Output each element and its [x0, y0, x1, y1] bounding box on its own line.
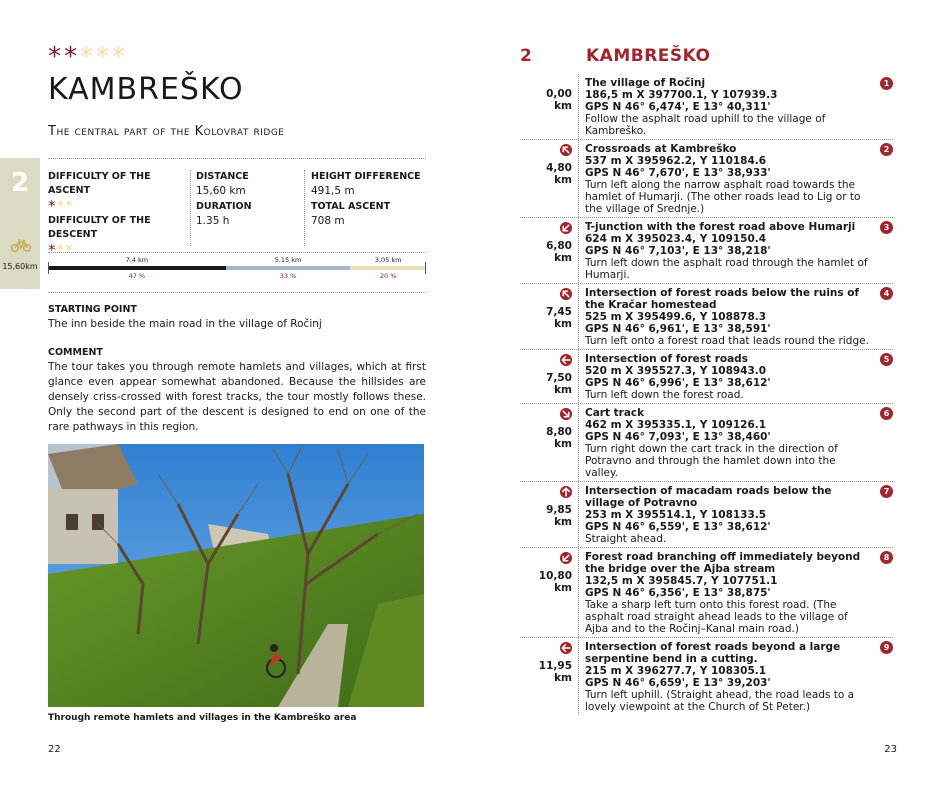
- step-km-value: 7,50: [546, 372, 572, 384]
- page-title: KAMBREŠKO: [48, 72, 244, 107]
- difficulty-ascent-label: DIFFICULTY OF THE ASCENT: [48, 171, 151, 196]
- route-photo: [48, 444, 424, 707]
- step-number-badge: 4: [880, 287, 893, 300]
- divider: [578, 284, 579, 349]
- right-page: [472, 0, 945, 794]
- surface-bar-end-tick: [48, 262, 49, 274]
- step-body: [585, 221, 871, 281]
- starting-point-text: The inn beside the main road in the village of Ročinj: [48, 318, 322, 330]
- divider: [578, 404, 579, 481]
- route-step: [520, 350, 893, 404]
- step-title: Intersection of forest roads beyond a large serpentine bend in a cutting.: [585, 641, 841, 665]
- step-km-value: 11,95: [538, 660, 572, 672]
- surface-segment-percent: 47 %: [128, 272, 146, 280]
- step-body: [585, 77, 871, 137]
- divider: [48, 292, 426, 293]
- step-number-badge: 8: [880, 551, 893, 564]
- route-step: [520, 74, 893, 140]
- page-number-right: 23: [884, 744, 897, 755]
- surface-segment-bar: [48, 266, 226, 270]
- step-distance: [520, 426, 572, 450]
- duration-label: DURATION: [196, 201, 252, 212]
- divider: [578, 482, 579, 547]
- step-description: Turn left uphill. (Straight ahead, the road leads to a lovely viewpoint at the Church of St Peter.): [585, 689, 855, 713]
- difficulty-column: [48, 170, 188, 258]
- divider: [578, 638, 579, 715]
- page-subtitle: The central part of the Kolovrat ridge: [48, 124, 285, 139]
- step-km-unit: km: [554, 438, 572, 450]
- step-km-value: 10,80: [538, 570, 572, 582]
- step-description: Straight ahead.: [585, 533, 667, 545]
- arrow-left-icon: [560, 354, 572, 366]
- step-km-value: 8,80: [546, 426, 572, 438]
- route-step: [520, 404, 893, 482]
- step-number-badge: 7: [880, 485, 893, 498]
- route-number: 2: [10, 168, 30, 198]
- page-number-left: 22: [48, 744, 61, 755]
- route-step: [520, 482, 893, 548]
- step-gps: GPS N 46° 6,996', E 13° 38,612': [585, 377, 771, 389]
- height-value: 491,5 m: [311, 185, 355, 197]
- arrow-down-left-icon: [560, 222, 572, 234]
- step-gps: GPS N 46° 6,474', E 13° 40,311': [585, 101, 771, 113]
- step-coordinates: 253 m X 395514.1, Y 108133.5: [585, 509, 767, 521]
- route-step: [520, 284, 893, 350]
- height-label: HEIGHT DIFFERENCE: [311, 171, 421, 182]
- step-gps: GPS N 46° 7,093', E 13° 38,460': [585, 431, 771, 443]
- step-gps: GPS N 46° 6,356', E 13° 38,875': [585, 587, 771, 599]
- height-column: [311, 170, 431, 230]
- step-gps: GPS N 46° 6,659', E 13° 39,203': [585, 677, 771, 689]
- divider: [304, 170, 305, 246]
- step-body: [585, 407, 871, 479]
- difficulty-descent-stars: ***: [48, 241, 74, 259]
- step-distance: [520, 372, 572, 396]
- route-step: [520, 140, 893, 218]
- route-number: 2: [520, 46, 532, 66]
- distance-column: [196, 170, 306, 230]
- step-title: Cart track: [585, 407, 645, 419]
- step-description: Follow the asphalt road uphill to the village of Kambreško.: [585, 113, 826, 137]
- distance-value: 15,60 km: [196, 185, 246, 197]
- divider: [190, 170, 191, 246]
- starting-point-label: STARTING POINT: [48, 304, 137, 315]
- arrow-up-left-icon: [560, 144, 572, 156]
- step-gps: GPS N 46° 7,103', E 13° 38,218': [585, 245, 771, 257]
- step-coordinates: 520 m X 395527.3, Y 108943.0: [585, 365, 767, 377]
- photo-caption: Through remote hamlets and villages in the Kambreško area: [48, 713, 357, 723]
- step-title: T-junction with the forest road above Humarji: [585, 221, 856, 233]
- step-body: [585, 551, 871, 635]
- step-number-badge: 5: [880, 353, 893, 366]
- difficulty-stars: *****: [48, 42, 128, 72]
- step-coordinates: 132,5 m X 395845.7, Y 107751.1: [585, 575, 778, 587]
- comment-text: The tour takes you through remote hamlets and villages, which at first glance even appear somewhat abandoned. Because the hillsides are densely criss-crossed with forest tracks, the tour mostly follows these. Only the second part of the descent is designed to end on one of the rare pathways in this region.: [48, 361, 426, 433]
- route-photo-illustration: [48, 444, 424, 707]
- divider: [48, 158, 426, 159]
- arrow-left-icon: [560, 642, 572, 654]
- surface-segment-km: 7,4 km: [125, 256, 149, 264]
- step-distance: [520, 570, 572, 594]
- step-gps: GPS N 46° 7,670', E 13° 38,933': [585, 167, 771, 179]
- route-step: [520, 638, 893, 715]
- left-page: [0, 0, 472, 794]
- step-number-badge: 1: [880, 77, 893, 90]
- step-body: [585, 485, 871, 545]
- ascent-label: TOTAL ASCENT: [311, 201, 391, 212]
- step-coordinates: 186,5 m X 397700.1, Y 107939.3: [585, 89, 778, 101]
- step-body: [585, 641, 871, 713]
- step-km-unit: km: [554, 100, 572, 112]
- step-number-badge: 2: [880, 143, 893, 156]
- step-distance: [520, 504, 572, 528]
- step-coordinates: 525 m X 395499.6, Y 108878.3: [585, 311, 767, 323]
- step-description: Turn left down the asphalt road through the hamlet of Humarji.: [585, 257, 868, 281]
- step-title: Forest road branching off immediately beyond the bridge over the Ajba stream: [585, 551, 861, 575]
- divider: [578, 548, 579, 637]
- route-description-list: [520, 74, 893, 715]
- difficulty-descent-label: DIFFICULTY OF THE DESCENT: [48, 215, 151, 240]
- duration-value: 1.35 h: [196, 215, 230, 227]
- step-coordinates: 537 m X 395962.2, Y 110184.6: [585, 155, 767, 167]
- arrow-up-icon: [560, 486, 572, 498]
- surface-bar: [48, 256, 426, 286]
- step-title: The village of Ročinj: [585, 77, 706, 89]
- surface-segment-km: 3,05 km: [374, 256, 402, 264]
- route-title: KAMBREŠKO: [586, 46, 711, 66]
- step-title: Crossroads at Kambreško: [585, 143, 737, 155]
- step-coordinates: 624 m X 395023.4, Y 109150.4: [585, 233, 767, 245]
- step-description: Take a sharp left turn onto this forest road. (The asphalt road straight ahead leads to the village of Ajba and to the Ročinj–Kanal main road.): [585, 599, 848, 635]
- bicycle-icon: [11, 238, 31, 252]
- step-distance: [520, 88, 572, 112]
- step-km-value: 7,45: [546, 306, 572, 318]
- step-description: Turn right down the cart track in the direction of Potravno and through the hamlet down into the valley.: [585, 443, 838, 479]
- step-number-badge: 6: [880, 407, 893, 420]
- step-description: Turn left along the narrow asphalt road towards the hamlet of Humarji. (The other roads lead to Lig or to the village of Srednje.): [585, 179, 861, 215]
- step-number-badge: 9: [880, 641, 893, 654]
- step-description: Turn left onto a forest road that leads round the ridge.: [585, 335, 869, 347]
- divider: [578, 140, 579, 217]
- divider: [578, 74, 579, 139]
- step-distance: [520, 660, 572, 684]
- step-body: [585, 353, 871, 401]
- step-km-unit: km: [554, 174, 572, 186]
- step-number-badge: 3: [880, 221, 893, 234]
- route-step: [520, 218, 893, 284]
- step-distance: [520, 162, 572, 186]
- surface-segment-bar: [350, 266, 426, 270]
- step-km-value: 6,80: [546, 240, 572, 252]
- divider: [578, 350, 579, 403]
- surface-segment-percent: 33 %: [279, 272, 297, 280]
- step-body: [585, 287, 871, 347]
- distance-label: DISTANCE: [196, 171, 249, 182]
- surface-segment-percent: 20 %: [379, 272, 397, 280]
- step-title: Intersection of forest roads: [585, 353, 748, 365]
- route-tab: [0, 158, 40, 289]
- divider: [48, 252, 426, 253]
- step-body: [585, 143, 871, 215]
- step-km-unit: km: [554, 672, 572, 684]
- step-km-value: 0,00: [546, 88, 572, 100]
- step-gps: GPS N 46° 6,961', E 13° 38,591': [585, 323, 771, 335]
- step-coordinates: 462 m X 395335.1, Y 109126.1: [585, 419, 767, 431]
- arrow-down-right-icon: [560, 408, 572, 420]
- step-title: Intersection of macadam roads below the village of Potravno: [585, 485, 832, 509]
- route-distance: 15,60km: [2, 262, 38, 271]
- step-title: Intersection of forest roads below the ruins of the Kračar homestead: [585, 287, 860, 311]
- step-km-unit: km: [554, 582, 572, 594]
- arrow-up-left-icon: [560, 288, 572, 300]
- step-distance: [520, 240, 572, 264]
- step-description: Turn left down the forest road.: [585, 389, 744, 401]
- surface-bar-end-tick: [425, 262, 426, 274]
- step-coordinates: 215 m X 396277.7, Y 108305.1: [585, 665, 767, 677]
- step-gps: GPS N 46° 6,559', E 13° 38,612': [585, 521, 771, 533]
- divider: [578, 218, 579, 283]
- surface-segment-km: 5,15 km: [274, 256, 302, 264]
- difficulty-ascent-stars: ***: [48, 197, 74, 215]
- comment-label: COMMENT: [48, 347, 103, 358]
- surface-segment-bar: [226, 266, 351, 270]
- step-distance: [520, 306, 572, 330]
- step-km-value: 9,85: [546, 504, 572, 516]
- route-step: [520, 548, 893, 638]
- step-km-unit: km: [554, 516, 572, 528]
- ascent-value: 708 m: [311, 215, 345, 227]
- step-km-unit: km: [554, 252, 572, 264]
- step-km-unit: km: [554, 318, 572, 330]
- step-km-unit: km: [554, 384, 572, 396]
- step-km-value: 4,80: [546, 162, 572, 174]
- arrow-down-left-icon: [560, 552, 572, 564]
